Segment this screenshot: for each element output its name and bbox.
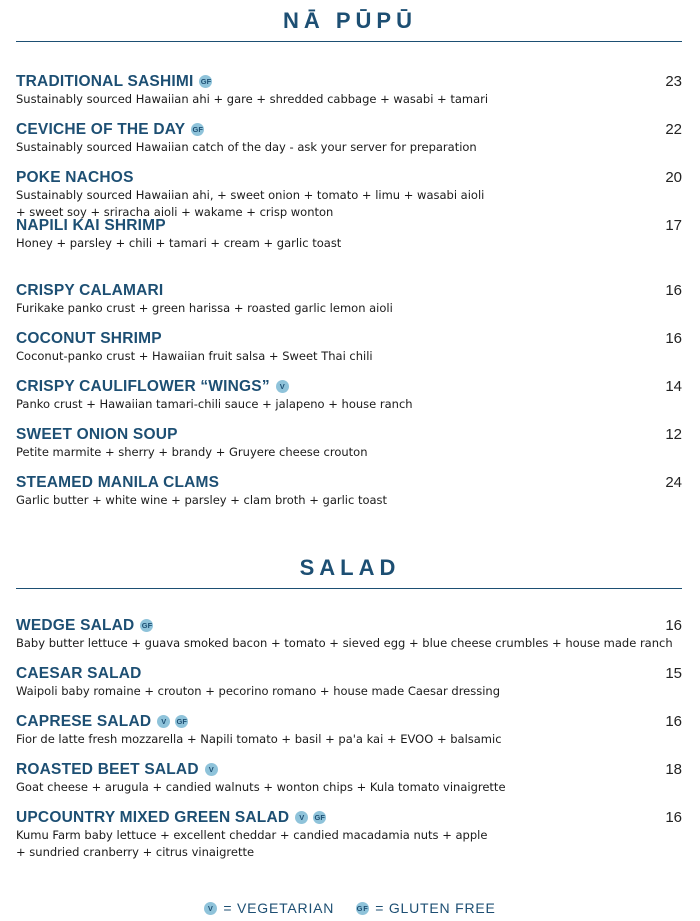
menu-item	[16, 377, 682, 413]
menu-item-description: Petite marmite + sherry + brandy + Gruyere cheese crouton	[16, 445, 368, 459]
menu-item-price: 16	[665, 282, 682, 299]
menu-item-name: POKE NACHOS	[16, 169, 134, 186]
menu-item-header	[16, 664, 682, 683]
menu-item-price: 16	[665, 330, 682, 347]
menu-item-name: STEAMED MANILA CLAMS	[16, 474, 220, 491]
gluten-free-badge-icon: GF	[192, 125, 203, 134]
menu-item	[16, 72, 682, 108]
menu-item	[16, 281, 682, 317]
menu-item-header	[16, 329, 682, 348]
menu-item	[16, 120, 682, 156]
menu-item-name: NAPILI KAI SHRIMP	[16, 217, 166, 234]
menu-item-name: CEVICHE OF THE DAY	[16, 121, 186, 138]
gluten-free-badge-icon: GF	[141, 621, 153, 630]
menu-item-header	[16, 712, 682, 731]
gluten-free-badge-icon: GF	[356, 903, 369, 913]
menu-item	[16, 216, 682, 252]
menu-item-name: CAESAR SALAD	[16, 665, 142, 682]
menu-item-price: 20	[665, 169, 682, 186]
menu-item-name: TRADITIONAL SASHIMI	[16, 73, 194, 90]
gluten-free-badge-icon: GF	[314, 813, 325, 822]
menu-item-description: + sundried cranberry + citrus vinaigrette	[16, 844, 255, 859]
dietary-legend	[0, 900, 700, 916]
menu-item-name: WEDGE SALAD	[16, 617, 135, 634]
menu-item	[16, 425, 682, 461]
menu-item-price: 16	[665, 809, 682, 826]
section-title: NĀ PŪPŪ	[282, 8, 417, 33]
menu-item-description: Sustainably sourced Hawaiian catch of the day - ask your server for preparation	[16, 140, 477, 154]
menu-item-price: 17	[665, 217, 682, 234]
vegetarian-badge-icon: V	[295, 811, 308, 824]
vegetarian-badge-icon: V	[205, 763, 218, 776]
menu-item-price: 23	[665, 73, 682, 90]
menu-item-name: SWEET ONION SOUP	[16, 426, 178, 443]
menu-item-description: Coconut-panko crust + Hawaiian fruit salsa + Sweet Thai chili	[16, 349, 373, 363]
menu-item-description: Kumu Farm baby lettuce + excellent cheddar + candied macadamia nuts + apple	[16, 828, 488, 842]
section-pupu	[0, 8, 700, 34]
menu-item	[16, 712, 682, 748]
gluten-free-badge-icon: GF	[176, 717, 187, 726]
menu-item-description: Fior de latte fresh mozzarella + Napili tomato + basil + pa'a kai + EVOO + balsamic	[16, 732, 502, 746]
vegetarian-badge-icon: V	[276, 380, 289, 393]
menu-item-header	[16, 425, 682, 444]
menu-item-price: 14	[665, 378, 682, 395]
menu-item-name: CRISPY CALAMARI	[16, 282, 164, 299]
menu-item-header	[16, 72, 682, 91]
menu-item-header	[16, 760, 682, 779]
menu-item	[16, 664, 682, 700]
menu-item-description: Baby butter lettuce + guava smoked bacon + tomato + sieved egg + blue cheese crumbles + house made ranch	[16, 636, 673, 650]
menu-item-header	[16, 281, 682, 300]
vegetarian-badge-icon: V	[157, 715, 170, 728]
section-divider	[16, 41, 682, 42]
vegetarian-badge-icon: V	[204, 902, 217, 915]
menu-item-description: Furikake panko crust + green harissa + roasted garlic lemon aioli	[16, 301, 393, 315]
menu-item-description: Goat cheese + arugula + candied walnuts + wonton chips + Kula tomato vinaigrette	[16, 780, 506, 794]
menu-item-price: 24	[665, 474, 682, 491]
menu-item-price: 18	[665, 761, 682, 778]
menu-item	[16, 616, 682, 652]
menu-item	[16, 808, 682, 860]
menu-item-description: + sweet soy + sriracha aioli + wakame + crisp wonton	[16, 204, 334, 219]
menu-item-name: UPCOUNTRY MIXED GREEN SALAD	[16, 809, 290, 826]
menu-item-header	[16, 120, 682, 139]
gluten-free-legend-label: = GLUTEN FREE	[375, 900, 496, 916]
menu-item-header	[16, 473, 682, 492]
section-divider	[16, 588, 682, 589]
menu-item-header	[16, 377, 682, 396]
menu-item-header	[16, 808, 682, 827]
menu-item-description: Sustainably sourced Hawaiian ahi, + sweet onion + tomato + limu + wasabi aioli	[16, 188, 485, 202]
menu-item-description: Panko crust + Hawaiian tamari-chili sauce + jalapeno + house ranch	[16, 397, 413, 411]
vegetarian-legend-label: = VEGETARIAN	[223, 900, 335, 916]
menu-item-description: Garlic butter + white wine + parsley + clam broth + garlic toast	[16, 493, 388, 507]
menu-item-name: CRISPY CAULIFLOWER “WINGS”	[16, 378, 270, 395]
section-title: SALAD	[299, 555, 401, 580]
menu-item-description: Honey + parsley + chili + tamari + cream + garlic toast	[16, 236, 342, 250]
menu-item-price: 15	[665, 665, 682, 682]
menu-item	[16, 473, 682, 509]
menu-item	[16, 329, 682, 365]
menu-item-price: 22	[665, 121, 682, 138]
section-salad	[0, 555, 700, 581]
menu-item-description: Sustainably sourced Hawaiian ahi + gare + shredded cabbage + wasabi + tamari	[16, 92, 489, 106]
menu-item-price: 12	[665, 426, 682, 443]
menu-item-description: Waipoli baby romaine + crouton + pecorino romano + house made Caesar dressing	[16, 684, 501, 698]
menu-item-price: 16	[665, 617, 682, 634]
menu-item-header	[16, 168, 682, 187]
menu-item-name: CAPRESE SALAD	[16, 713, 152, 730]
menu-item-name: COCONUT SHRIMP	[16, 330, 162, 347]
gluten-free-badge-icon: GF	[200, 77, 212, 86]
menu-item-header	[16, 216, 682, 235]
menu-item-price: 16	[665, 713, 682, 730]
menu-item-name: ROASTED BEET SALAD	[16, 761, 199, 778]
menu-item	[16, 760, 682, 796]
menu-item-header	[16, 616, 682, 635]
menu-item	[16, 168, 682, 220]
